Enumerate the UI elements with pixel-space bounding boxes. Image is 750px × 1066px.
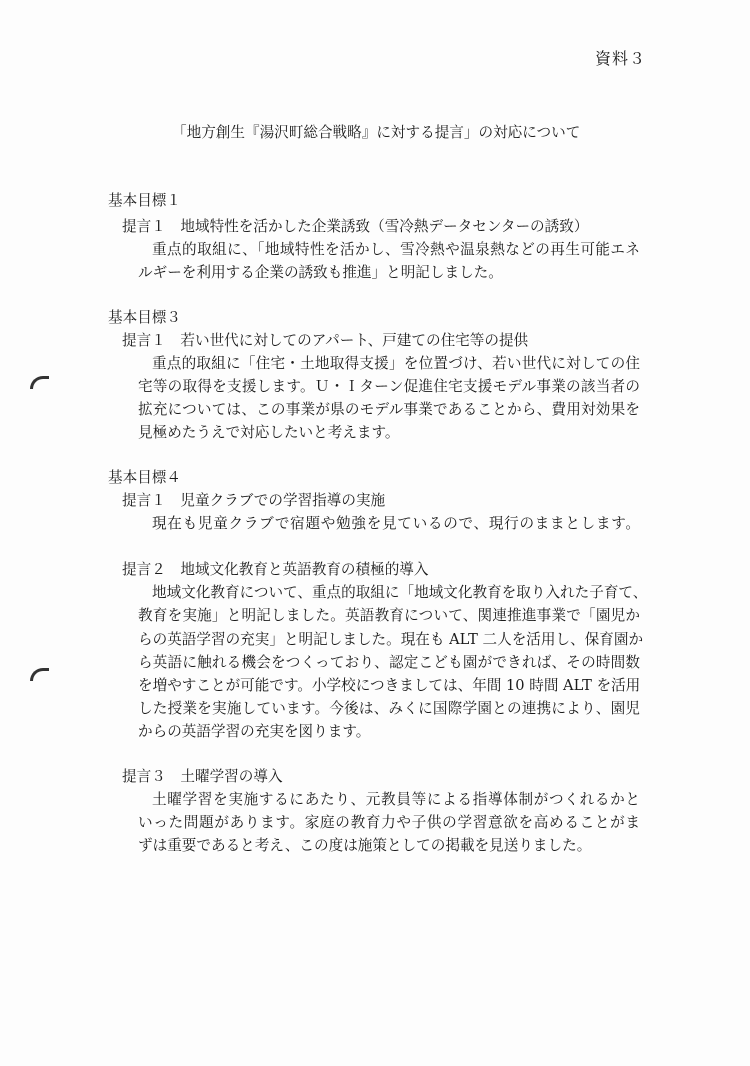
body-line: いった問題があります。家庭の教育力や子供の学習意欲を高めることがま	[138, 814, 640, 831]
body-line: 重点的取組に「住宅・土地取得支援」を位置づけ、若い世代に対しての住	[152, 355, 640, 372]
proposal-heading: 提言１ 地域特性を活かした企業誘致（雪冷熱データセンターの誘致）	[122, 218, 589, 235]
body-line: 重点的取組に、「地域特性を活かし、雪冷熱や温泉熱などの再生可能エネ	[152, 241, 640, 258]
goal-heading: 基本目標４	[108, 469, 181, 486]
body-line: 地域文化教育について、重点的取組に「地域文化教育を取り入れた子育て、	[152, 584, 648, 601]
body-line: 土曜学習を実施するにあたり、元教員等による指導体制がつくれるかと	[152, 791, 640, 808]
proposal-heading: 提言３ 土曜学習の導入	[122, 768, 283, 785]
body-line: 拡充については、この事業が県のモデル事業であることから、費用対効果を	[138, 401, 640, 418]
proposal-heading: 提言１ 若い世代に対してのアパート、戸建ての住宅等の提供	[122, 332, 529, 349]
body-line: ら英語に触れる機会をつくっており、認定こども園ができれば、その時間数	[138, 654, 640, 671]
body-line: ずは重要であると考え、この度は施策としての掲載を見送りました。	[138, 837, 592, 854]
body-line: からの英語学習の充実を図ります。	[138, 723, 371, 740]
goal-heading: 基本目標３	[108, 309, 181, 326]
proposal-heading: 提言１ 児童クラブでの学習指導の実施	[122, 492, 386, 509]
document-title: 「地方創生『湯沢町総合戦略』に対する提言」の対応について	[172, 124, 581, 141]
punch-hole-mark	[30, 668, 49, 681]
body-line: を増やすことが可能です。小学校につきましては、年間 10 時間 ALT を活用	[138, 677, 641, 694]
body-line: 現在も児童クラブで宿題や勉強を見ているので、現行のままとします。	[152, 515, 640, 532]
body-line: 教育を実施」と明記しました。英語教育について、関連推進事業で「園児か	[138, 607, 640, 624]
goal-heading: 基本目標１	[108, 192, 181, 209]
body-line: ルギーを利用する企業の誘致も推進」と明記しました。	[138, 264, 503, 281]
body-line: した授業を実施しています。今後は、みくに国際学園との連携により、園児	[138, 700, 640, 717]
body-line: 宅等の取得を支援します。Ｕ・Ｉターン促進住宅支援モデル事業の該当者の	[138, 378, 640, 395]
document-label: 資料３	[595, 49, 647, 68]
punch-hole-mark	[30, 376, 49, 389]
proposal-heading: 提言２ 地域文化教育と英語教育の積極的導入	[122, 561, 429, 578]
body-line: らの英語学習の充実」と明記しました。現在も ALT 二人を活用し、保育園か	[138, 631, 644, 648]
body-line: 見極めたうえで対応したいと考えます。	[138, 424, 400, 441]
